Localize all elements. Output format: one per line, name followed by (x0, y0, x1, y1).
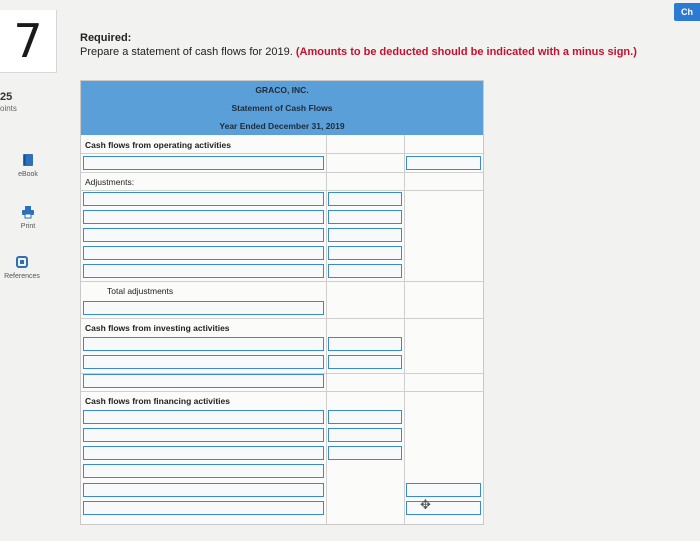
minus-sign-note: (Amounts to be deducted should be indicated with a minus sign.) (295, 46, 637, 58)
investing-label-input[interactable] (83, 355, 324, 369)
row-divider (81, 172, 483, 173)
references-label: References (4, 273, 40, 280)
references-button[interactable] (0, 255, 50, 280)
financing-label-input[interactable] (83, 428, 324, 442)
financing-activities-heading: Cash flows from financing activities (85, 396, 231, 406)
references-icon (15, 255, 29, 269)
financing-label-input[interactable] (83, 446, 324, 460)
adjustment-amount-input[interactable] (328, 264, 402, 278)
instruction-text (80, 46, 637, 58)
points-label: oints (0, 104, 17, 113)
financing-subtotal-label-input[interactable] (83, 464, 324, 478)
points-indicator (0, 91, 17, 115)
adjustment-label-input[interactable] (83, 192, 324, 206)
adjustment-amount-input[interactable] (328, 228, 402, 242)
ebook-label: eBook (18, 171, 38, 178)
ending-cash-label-input[interactable] (83, 501, 324, 515)
adjustment-label-input[interactable] (83, 210, 324, 224)
statement-period: Year Ended December 31, 2019 (219, 121, 345, 131)
required-label: Required: (80, 32, 132, 44)
row-divider (81, 318, 483, 319)
company-name: GRACO, INC. (255, 85, 309, 95)
ending-cash-amount-input[interactable] (406, 501, 481, 515)
book-icon (21, 153, 35, 167)
adjustment-amount-input[interactable] (328, 210, 402, 224)
financing-amount-input[interactable] (328, 410, 402, 424)
cash-flow-statement (80, 80, 484, 525)
net-change-amount-input[interactable] (406, 483, 481, 497)
column-divider (326, 135, 327, 524)
statement-title: Statement of Cash Flows (231, 103, 333, 113)
adjustment-label-input[interactable] (83, 246, 324, 260)
financing-label-input[interactable] (83, 410, 324, 424)
printer-icon (21, 205, 35, 219)
ebook-button[interactable] (0, 153, 56, 178)
row-divider (81, 190, 483, 191)
operating-activities-heading: Cash flows from operating activities (85, 140, 231, 150)
print-button[interactable] (0, 205, 56, 230)
financing-amount-input[interactable] (328, 428, 402, 442)
investing-amount-input[interactable] (328, 337, 402, 351)
row-divider (81, 391, 483, 392)
adjustment-amount-input[interactable] (328, 246, 402, 260)
move-cursor-icon: ✥ (420, 497, 431, 512)
adjustments-label: Adjustments: (85, 177, 135, 187)
check-my-work-button[interactable]: Ch (674, 3, 700, 21)
row-divider (81, 281, 483, 282)
adjustment-label-input[interactable] (83, 264, 324, 278)
column-divider (404, 135, 405, 524)
print-label: Print (20, 223, 36, 230)
statement-header (81, 81, 483, 135)
question-number: 7 (0, 10, 57, 73)
row-divider (81, 153, 483, 154)
instruction-main: Prepare a statement of cash flows for 2019. (80, 46, 293, 58)
adjustment-amount-input[interactable] (328, 192, 402, 206)
financing-amount-input[interactable] (328, 446, 402, 460)
investing-activities-heading: Cash flows from investing activities (85, 323, 230, 333)
investing-label-input[interactable] (83, 337, 324, 351)
net-change-label-input[interactable] (83, 483, 324, 497)
points-value: 25 (0, 91, 13, 103)
total-adjustments-label: Total adjustments (107, 286, 174, 296)
investing-subtotal-label-input[interactable] (83, 374, 324, 388)
operating-label-input[interactable] (83, 156, 324, 170)
investing-amount-input[interactable] (328, 355, 402, 369)
operating-total-input[interactable] (406, 156, 481, 170)
operating-subtotal-label-input[interactable] (83, 301, 324, 315)
adjustment-label-input[interactable] (83, 228, 324, 242)
